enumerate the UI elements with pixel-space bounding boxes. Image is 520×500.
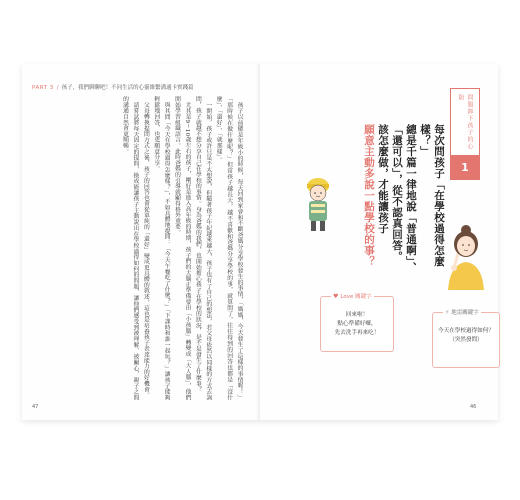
paragraph: 一開始，孩子或許只是不太想說，但隨著孩子年紀越來越大，孩子也有了自己的想法，若父母依然以同樣的方式去詢問，孩子就越不想分享自己在學校的事情。身為爸媽的我們，也開始擔心孩子在學校的狀況，是不是發生了什麼事？: [194, 96, 211, 400]
love-line: 回來啦！: [345, 312, 369, 318]
paragraph: 與其問「今天在學校過得怎麼樣？」，不如具體地提問：「今天午餐吃了什麼？」「下課時和誰一起玩？」讓孩子能夠輕鬆地回答，也更願意分享。: [152, 96, 170, 400]
love-keyword-box: [320, 292, 394, 352]
question-line: 總是千篇一律地說「普通啊」、: [405, 124, 417, 273]
landmine-keyword-box: [432, 308, 500, 368]
question-line: 每次問孩子「在學校過得怎麼樣？」: [419, 124, 445, 267]
page-number-left: 47: [32, 404, 39, 410]
love-keyword-text: [321, 311, 393, 338]
child-illustration: [300, 174, 336, 238]
paragraph: 尤其是9～10歲左右的孩子，剛好是進入高年級的時期，孩子們的大腦正準備要由「小孩腦」轉變成「大人腦」，他們開始學習組織語言。此時爸媽的引導就顯得格外重要。: [173, 96, 190, 400]
landmine-keyword-text: [433, 327, 499, 345]
landmine-keyword-header: [443, 308, 481, 316]
question-line: 該怎麼做，才能讓孩子: [377, 124, 389, 234]
right-page: [260, 64, 498, 420]
paragraph: 孩子以前總是年級小的時候，每天回到家會和不斷爸媽分享學校發生的事情，「媽媽，今天發生了這樣的事情喔！」「那時候在做什麼呢？」但當孩子越長大，越不喜歡和爸媽分享學校的事，就算問了，往往得到的回答也都是「沒什麼」、「還好」、「就那樣」。: [215, 96, 242, 400]
left-page: [22, 64, 260, 420]
lightning-icon: ⚡: [445, 308, 450, 316]
book-spread: [22, 64, 498, 420]
running-header: [32, 83, 194, 91]
header-divider: /: [56, 85, 59, 91]
paragraph: 請嘗試將每天固定的提問，換成能讓孩子主動說出在學校過得如何的問題，讓他們感受到被理解、被關心，親子之間的溝通自然會更順暢。: [121, 96, 138, 400]
landmine-line: （突然發問）: [449, 337, 483, 343]
love-keyword-label: Love 關鍵字: [340, 294, 372, 300]
heart-icon: ♥: [333, 292, 339, 300]
body-text: [48, 96, 244, 400]
landmine-line: 今天在學校過得如何？: [438, 328, 494, 334]
mother-illustration: [438, 224, 488, 294]
love-line: 先去洗手再來吃！: [334, 330, 380, 336]
header-title: 孩子，我們聊聊吧！不同生活的心靈維繫溝通卡實踐篇: [61, 85, 194, 91]
question-line: 「還可以」，從不認真回答。: [391, 124, 403, 262]
love-line: 點心準備好囉，: [337, 321, 377, 327]
landmine-keyword-label: 地雷關鍵字: [451, 310, 479, 316]
chapter-number: 1: [451, 155, 479, 179]
love-keyword-header: [331, 292, 374, 300]
question-line-accent: 願意主動多說一點學校的事？: [363, 124, 375, 267]
question-heading: [346, 124, 446, 274]
part-label: PART 3: [32, 85, 54, 91]
chapter-tab-label: 問題卸下孩子的心防: [457, 94, 473, 150]
paragraph: 父母轉換提問方式之後，孩子的回答也會從單純的「還好」變成更具體的敘述，這也是培養孩子表達能力的好機會。: [142, 101, 149, 398]
page-number-right: 46: [470, 404, 477, 410]
chapter-tab: [450, 88, 480, 180]
